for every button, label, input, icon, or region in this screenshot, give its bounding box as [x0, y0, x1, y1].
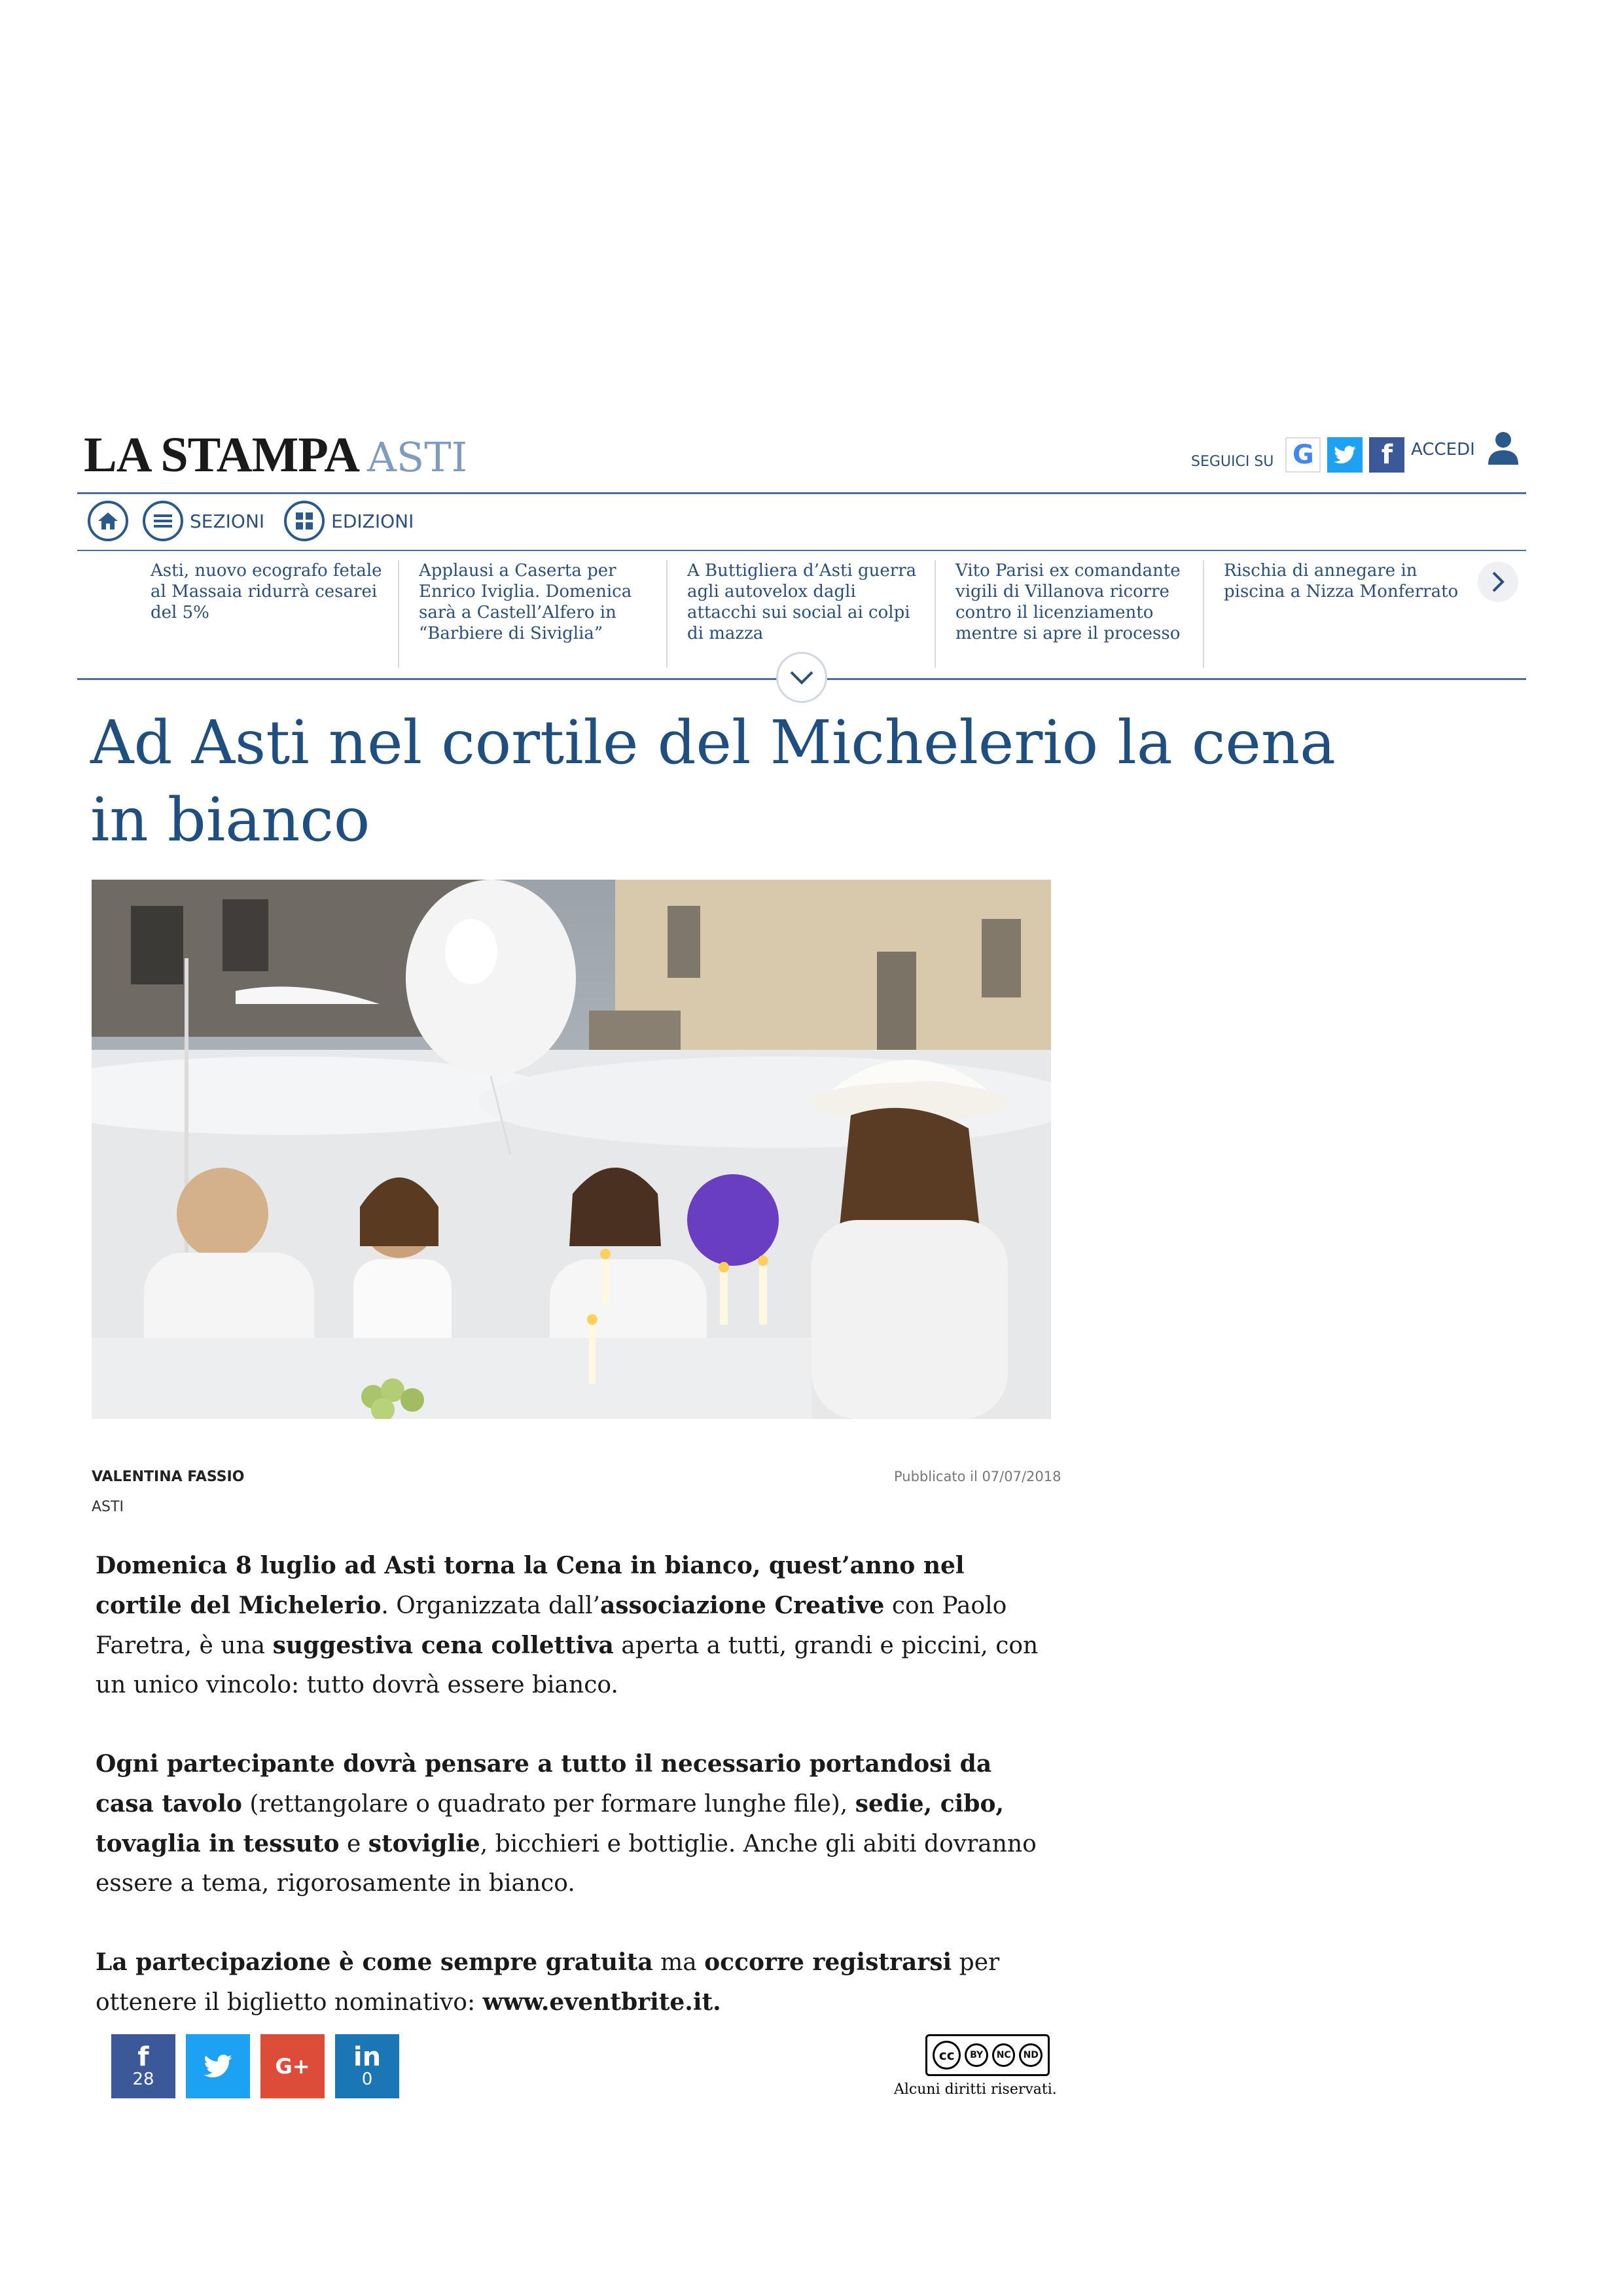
linkedin-icon: in	[353, 2042, 382, 2072]
article-published-date: Pubblicato il 07/07/2018	[894, 1469, 1061, 1484]
text: . Organizzata dall’	[381, 1592, 600, 1619]
article-hero-image	[92, 880, 1051, 1419]
facebook-icon: f	[137, 2042, 149, 2072]
share-linkedin-button[interactable]	[335, 2034, 399, 2098]
share-googleplus-button[interactable]	[260, 2034, 325, 2098]
article-body	[96, 1546, 1051, 2062]
chevron-down-icon[interactable]	[776, 652, 827, 703]
text: , bicchieri e bottiglie. Anche gli abiti dovranno essere a tema, rigorosamente in bianco.	[96, 1831, 1037, 1897]
google-plus-icon: G+	[275, 2054, 310, 2079]
twitter-icon[interactable]	[1327, 437, 1363, 473]
bold-text: Ogni partecipante dovrà pensare a tutto il necessario portandosi da casa tavolo	[96, 1750, 992, 1818]
follow-label: SEGUICI SU	[1191, 454, 1274, 470]
menu-icon[interactable]	[143, 501, 183, 541]
share-facebook-button[interactable]	[111, 2034, 175, 2098]
article-headline: Ad Asti nel cortile del Michelerio la cena in bianco	[90, 708, 1336, 855]
ticker-item[interactable]: Applausi a Caserta per Enrico Iviglia. Domenica sarà a Castell’Alfero in “Barbiere di Siviglia”	[419, 561, 632, 643]
creative-commons-badge[interactable]	[925, 2034, 1050, 2076]
text: e	[339, 1831, 368, 1857]
share-count: 28	[132, 2070, 154, 2089]
ticker-separator	[935, 560, 936, 668]
nc-icon: NC	[992, 2043, 1016, 2067]
nav-divider	[77, 550, 1526, 551]
text: per ottenere il biglietto nominativo:	[96, 1949, 1000, 2016]
article-paragraph	[96, 1744, 1051, 1903]
google-icon[interactable]: G	[1285, 437, 1321, 473]
by-icon: BY	[965, 2043, 988, 2067]
sections-link[interactable]: SEZIONI	[190, 510, 265, 532]
license-caption: Alcuni diritti riservati.	[894, 2081, 1057, 2098]
ticker-separator	[398, 560, 399, 668]
ticker-item[interactable]: A Buttigliera d’Asti guerra agli autovelox dagli attacchi sui social ai colpi di mazza	[687, 561, 917, 643]
bold-text: suggestiva cena collettiva	[272, 1632, 614, 1659]
facebook-icon[interactable]: f	[1369, 437, 1404, 473]
bold-text: occorre registrarsi	[704, 1948, 952, 1976]
bold-text: La partecipazione è come sempre gratuita	[96, 1948, 653, 1976]
bold-text[interactable]: www.eventbrite.it.	[482, 1988, 721, 2016]
chevron-right-icon[interactable]	[1478, 562, 1518, 602]
share-twitter-button[interactable]	[186, 2034, 250, 2098]
text: ma	[652, 1949, 705, 1976]
site-logo[interactable]	[84, 427, 467, 486]
main-nav	[88, 499, 427, 543]
article-author[interactable]: VALENTINA FASSIO	[92, 1469, 245, 1485]
home-icon[interactable]	[88, 501, 128, 541]
social-follow	[1191, 437, 1404, 473]
text: con Paolo Faretra, è una	[96, 1592, 1007, 1659]
share-count: 0	[361, 2070, 373, 2089]
login-link[interactable]: ACCEDI	[1411, 440, 1475, 459]
ticker-item[interactable]: Rischia di annegare in piscina a Nizza Monferrato	[1224, 561, 1459, 601]
header-divider	[77, 492, 1526, 494]
cc-icon: cc	[933, 2041, 961, 2070]
editions-link[interactable]: EDIZIONI	[331, 510, 414, 532]
brand-name: LA STAMPA	[84, 427, 359, 482]
article-location: ASTI	[92, 1499, 124, 1515]
article-paragraph	[96, 1546, 1051, 1705]
user-icon[interactable]	[1487, 431, 1520, 466]
ticker-separator	[666, 560, 668, 668]
twitter-icon	[204, 2054, 232, 2078]
bold-text: sedie, cibo, tovaglia in tessuto	[96, 1790, 1005, 1857]
bold-text: associazione Creative	[599, 1592, 885, 1619]
text: (rettangolare o quadrato per formare lunghe file),	[241, 1791, 855, 1818]
article-paragraph	[96, 1943, 1051, 2022]
ticker-item[interactable]: Vito Parisi ex comandante vigili di Villanova ricorre contro il licenziamento mentre si apre il processo	[955, 561, 1181, 643]
bold-text: Domenica 8 luglio ad Asti torna la Cena in bianco, quest’anno nel cortile del Michelerio	[96, 1552, 965, 1619]
share-buttons	[111, 2034, 399, 2098]
bold-text: stoviglie	[368, 1830, 480, 1857]
ticker-separator	[1203, 560, 1204, 668]
text: aperta a tutti, grandi e piccini, con un unico vincolo: tutto dovrà essere bianco.	[96, 1632, 1039, 1698]
edition-name: ASTI	[367, 433, 468, 481]
nd-icon: ND	[1019, 2043, 1043, 2067]
editions-icon[interactable]	[284, 501, 325, 541]
ticker-item[interactable]: Asti, nuovo ecografo fetale al Massaia ridurrà cesarei del 5%	[151, 561, 382, 622]
